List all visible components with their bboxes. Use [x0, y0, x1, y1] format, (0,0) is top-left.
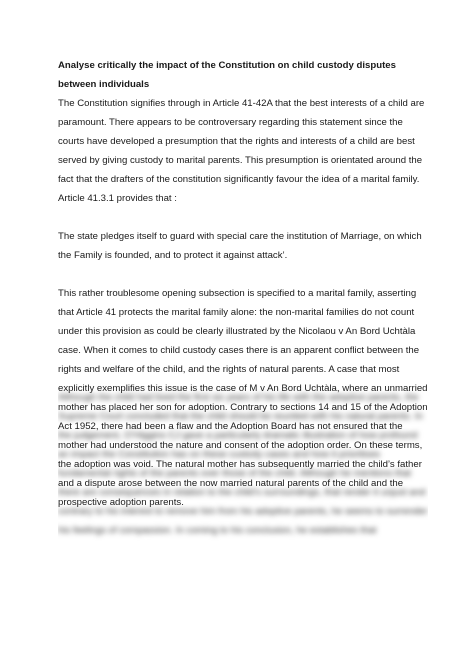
spacer — [58, 265, 428, 284]
blurred-preview-region — [58, 388, 428, 670]
essay-title: Analyse critically the impact of the Constitution on child custody disputes between individuals — [58, 60, 396, 90]
paragraph-intro: The Constitution signifies through in Article 41-42A that the best interests of a child are paramount. There appears to be controversary regarding this statement since the courts have developed a presumption that the rights and interests of a child are best served by giving custody to marital parents. This presumption is orientated around the fact that the drafters of the constitution significantly favour the idea of a marital family. Article 41.3.1 provides that : — [58, 98, 425, 204]
paragraph-blurred: Although the child had lived the first six years of his life with the adoptive parents, the Supreme Court concluded that the child should be reunited with his natural parents. In the judgement, O’Higgins CJ gave a particularly dramatic illustration of how profound an impact the Constitution has on these custody cases and how it prioritises fundamental rights of the parents over those of the child. Although he mentions that there are consequences in relation to the child’s surroundings, that render it unjust and contrary to his interest to remove him from his adoptive parents, he seems to surrender his feelings of compassion. In coming to his conclusion, he establishes that — [58, 392, 428, 536]
paragraph-case-discussion: This rather troublesome opening subsection is specified to a marital family, asserting that Article 41 protects the marital family alone: the non-marital families do not count under this provision as could be clearly illustrated by the Nicolaou v An Bord Uchtàla case. When it comes to child custody cases there is an apparent conflict between the rights and welfare of the child, and the rights of natural parents. A case that most explicitly exemplifies this issue is the case of M v An Bord Uchtàla, where an unmarried mother has placed her son for adoption. Contrary to sections 14 and 15 of the Adoption Act 1952, there had been a flaw and the Adoption Board has not ensured that the mother had understood the nature and consent of the adoption order. On these terms, the adoption was void. The natural mother has subsequently married the child’s father and a dispute arose between the now married natural parents of the child and the prospective adoption parents. — [58, 288, 428, 508]
spacer — [58, 208, 428, 227]
constitution-quote: The state pledges itself to guard with special care the institution of Marriage, on which the Family is founded, and to protect it against attack’. — [58, 231, 422, 261]
